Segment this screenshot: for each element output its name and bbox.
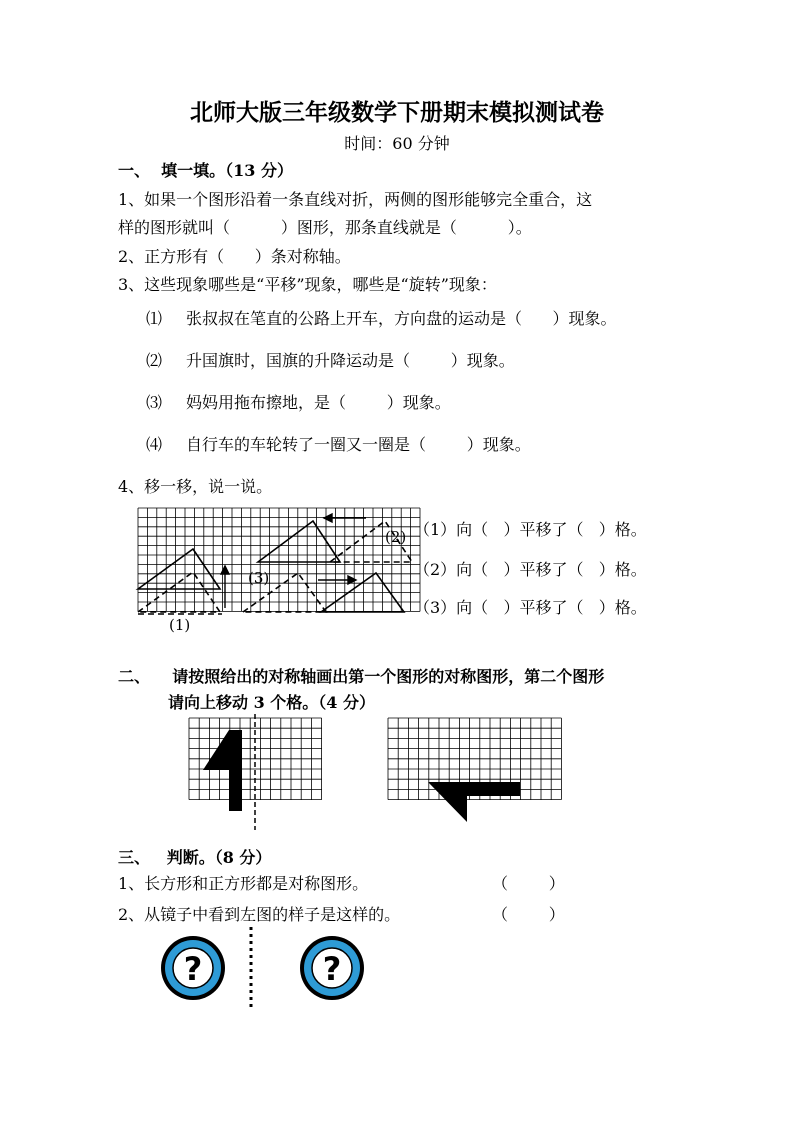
q2-text: 2、正方形有（ ）条对称轴。 bbox=[118, 247, 351, 266]
judge-q2-blank: （ ） bbox=[492, 905, 565, 924]
judge-q2: 2、从镜子中看到左图的样子是这样的。 bbox=[118, 905, 401, 924]
question-glyph: ? bbox=[322, 950, 342, 988]
judge-q1-blank: （ ） bbox=[492, 874, 565, 893]
q3-item-text: 张叔叔在笔直的公路上开车，方向盘的运动是（ ）现象。 bbox=[186, 309, 617, 328]
q4-answer-line: （1）向（ ）平移了（ ）格。 bbox=[414, 520, 647, 539]
q4-text: 4、移一移，说一说。 bbox=[118, 477, 273, 496]
q4-answer-line: （3）向（ ）平移了（ ）格。 bbox=[414, 598, 647, 617]
section3-heading: 三、 判断。（8 分） bbox=[118, 848, 272, 867]
q1-line2: 样的图形就叫（ ）图形，那条直线就是（ ）。 bbox=[118, 218, 532, 237]
q4-answer-line: （2）向（ ）平移了（ ）格。 bbox=[414, 560, 647, 579]
figure-label: (1) bbox=[169, 616, 191, 634]
q3-item-text: 升国旗时，国旗的升降运动是（ ）现象。 bbox=[186, 351, 515, 370]
judge-q1: 1、长方形和正方形都是对称图形。 bbox=[118, 874, 369, 893]
figure-label: (2) bbox=[385, 528, 407, 546]
page-title: 北师大版三年级数学下册期末模拟测试卷 bbox=[190, 100, 604, 126]
q3-item-num: ⑶ bbox=[146, 393, 163, 412]
q3-text: 3、这些现象哪些是“平移”现象，哪些是“旋转”现象： bbox=[118, 275, 497, 294]
figure-label: (3) bbox=[248, 569, 270, 587]
section1-heading: 一、 填一填。（13 分） bbox=[118, 161, 293, 180]
q3-item-text: 妈妈用拖布擦地，是（ ）现象。 bbox=[186, 393, 451, 412]
q3-item-text: 自行车的车轮转了一圈又一圈是（ ）现象。 bbox=[186, 435, 531, 454]
question-mark-icon bbox=[300, 936, 364, 1000]
q1-line1: 1、如果一个图形沿着一条直线对折，两侧的图形能够完全重合，这 bbox=[118, 190, 593, 209]
time-limit: 时间：60 分钟 bbox=[344, 134, 450, 153]
q3-item-num: ⑷ bbox=[146, 435, 163, 454]
question-mark-icon bbox=[161, 936, 225, 1000]
question-glyph: ? bbox=[183, 950, 203, 988]
section2-heading: 二、 请按照给出的对称轴画出第一个图形的对称图形，第二个图形 bbox=[118, 667, 605, 686]
q3-item-num: ⑵ bbox=[146, 351, 163, 370]
section2-heading-line2: 请向上移动 3 个格。（4 分） bbox=[168, 693, 375, 712]
q3-item-num: ⑴ bbox=[146, 309, 163, 328]
